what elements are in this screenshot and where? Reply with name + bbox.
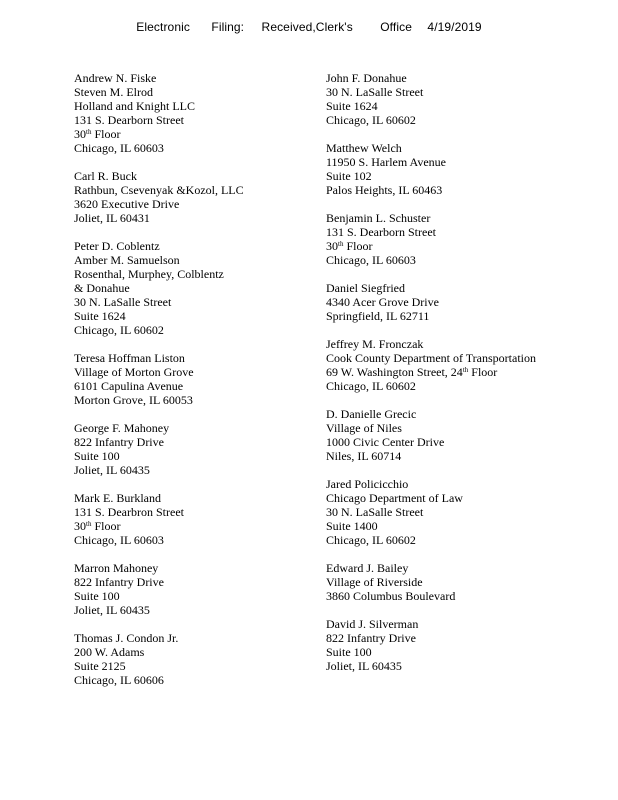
address-line: 30 N. LaSalle Street: [326, 85, 424, 99]
recipient-name: Daniel Siegfried: [326, 281, 405, 295]
address-block: [326, 211, 606, 267]
address-block: [326, 71, 606, 127]
address-block: [74, 239, 314, 337]
filing-header: [0, 20, 618, 34]
service-list-right-column: [326, 71, 606, 687]
address-line: Steven M. Elrod: [74, 85, 153, 99]
address-block: [74, 71, 314, 155]
address-line: 30th Floor: [74, 127, 121, 141]
header-filing: Filing:: [211, 20, 245, 34]
address-line: 822 Infantry Drive: [74, 575, 164, 589]
address-line: Chicago, IL 60606: [74, 673, 164, 687]
address-line: Chicago Department of Law: [326, 491, 463, 505]
address-line: Chicago, IL 60603: [74, 533, 164, 547]
address-block: [326, 141, 606, 197]
address-line: Amber M. Samuelson: [74, 253, 180, 267]
address-line: Village of Niles: [326, 421, 402, 435]
address-line: 1000 Civic Center Drive: [326, 435, 445, 449]
address-block: [74, 421, 314, 477]
address-line: 11950 S. Harlem Avenue: [326, 155, 446, 169]
address-block: [326, 617, 606, 673]
address-line: Suite 2125: [74, 659, 126, 673]
address-block: [326, 281, 606, 323]
address-line: Village of Morton Grove: [74, 365, 194, 379]
address-line: 822 Infantry Drive: [74, 435, 164, 449]
address-line: 30th Floor: [326, 239, 373, 253]
header-received-clerks: Received,Clerk's: [261, 20, 353, 34]
address-line: 30 N. LaSalle Street: [74, 295, 172, 309]
header-office: Office: [380, 20, 412, 34]
recipient-name: Teresa Hoffman Liston: [74, 351, 185, 365]
recipient-name: Peter D. Coblentz: [74, 239, 160, 253]
address-line: Suite 100: [326, 645, 372, 659]
address-line: 200 W. Adams: [74, 645, 145, 659]
address-line: 30th Floor: [74, 519, 121, 533]
address-line: 30 N. LaSalle Street: [326, 505, 424, 519]
address-line: Joliet, IL 60435: [326, 659, 402, 673]
address-line: Chicago, IL 60602: [326, 533, 416, 547]
address-line: Suite 1400: [326, 519, 378, 533]
address-block: [74, 561, 314, 617]
address-block: [74, 351, 314, 407]
recipient-name: Carl R. Buck: [74, 169, 137, 183]
address-line: Cook County Department of Transportation: [326, 351, 536, 365]
header-date: 4/19/2019: [427, 20, 482, 34]
address-block: [326, 561, 606, 603]
address-line: 131 S. Dearborn Street: [74, 113, 184, 127]
address-line: Rathbun, Csevenyak &Kozol, LLC: [74, 183, 244, 197]
address-line: Holland and Knight LLC: [74, 99, 195, 113]
address-line: 3620 Executive Drive: [74, 197, 180, 211]
address-line: Chicago, IL 60602: [74, 323, 164, 337]
address-line: Morton Grove, IL 60053: [74, 393, 193, 407]
address-block: [326, 477, 606, 547]
address-line: 6101 Capulina Avenue: [74, 379, 184, 393]
recipient-name: John F. Donahue: [326, 71, 407, 85]
address-line: Springfield, IL 62711: [326, 309, 430, 323]
address-line: Palos Heights, IL 60463: [326, 183, 443, 197]
address-line: Village of Riverside: [326, 575, 423, 589]
address-line: Joliet, IL 60435: [74, 603, 150, 617]
address-line: Joliet, IL 60431: [74, 211, 150, 225]
address-line: Chicago, IL 60602: [326, 379, 416, 393]
address-line: 131 S. Dearbron Street: [74, 505, 184, 519]
recipient-name: David J. Silverman: [326, 617, 419, 631]
recipient-name: Jared Policicchio: [326, 477, 409, 491]
address-line: & Donahue: [74, 281, 130, 295]
recipient-name: Thomas J. Condon Jr.: [74, 631, 179, 645]
recipient-name: Mark E. Burkland: [74, 491, 161, 505]
address-line: Niles, IL 60714: [326, 449, 402, 463]
address-line: Rosenthal, Murphey, Colblentz: [74, 267, 224, 281]
recipient-name: George F. Mahoney: [74, 421, 170, 435]
address-block: [326, 407, 606, 463]
service-list-left-column: [74, 71, 314, 701]
address-line: Suite 1624: [74, 309, 126, 323]
recipient-name: D. Danielle Grecic: [326, 407, 417, 421]
address-line: 131 S. Dearborn Street: [326, 225, 436, 239]
address-line: Chicago, IL 60603: [74, 141, 164, 155]
recipient-name: Edward J. Bailey: [326, 561, 409, 575]
address-block: [74, 631, 314, 687]
header-electronic: Electronic: [136, 20, 190, 34]
recipient-name: Andrew N. Fiske: [74, 71, 157, 85]
recipient-name: Marron Mahoney: [74, 561, 159, 575]
address-block: [74, 491, 314, 547]
address-line: Suite 100: [74, 589, 120, 603]
address-line: Suite 100: [74, 449, 120, 463]
address-line: Suite 1624: [326, 99, 378, 113]
address-line: 4340 Acer Grove Drive: [326, 295, 439, 309]
address-block: [326, 337, 606, 393]
address-line: Chicago, IL 60603: [326, 253, 416, 267]
recipient-name: Benjamin L. Schuster: [326, 211, 431, 225]
address-line: Chicago, IL 60602: [326, 113, 416, 127]
address-line: 822 Infantry Drive: [326, 631, 416, 645]
recipient-name: Jeffrey M. Fronczak: [326, 337, 424, 351]
address-block: [74, 169, 314, 225]
address-line: 69 W. Washington Street, 24th Floor: [326, 365, 498, 379]
address-line: 3860 Columbus Boulevard: [326, 589, 456, 603]
address-line: Suite 102: [326, 169, 372, 183]
address-line: Joliet, IL 60435: [74, 463, 150, 477]
recipient-name: Matthew Welch: [326, 141, 402, 155]
